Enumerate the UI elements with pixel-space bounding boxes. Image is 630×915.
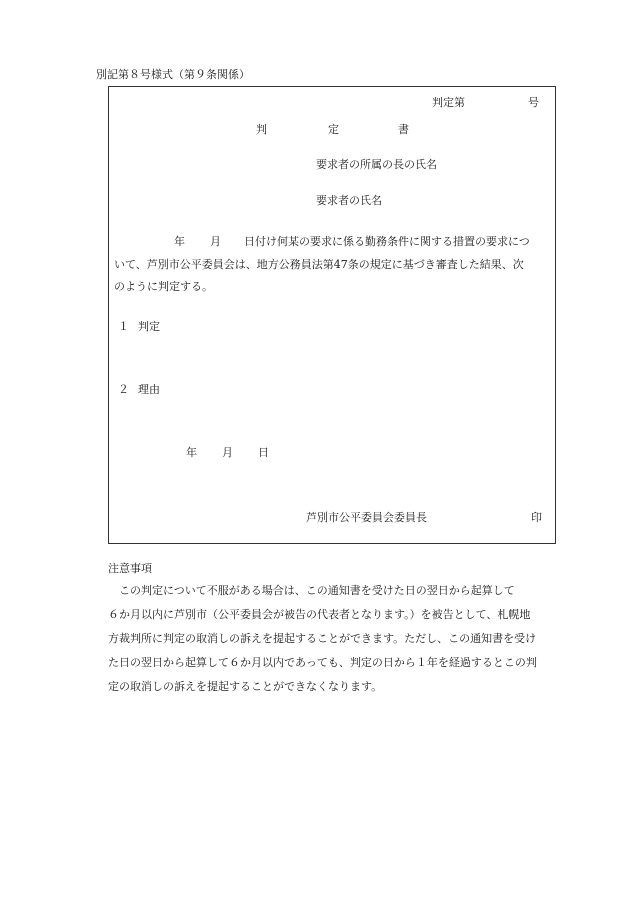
signatory-title: 芦別市公平委員会委員長	[306, 511, 427, 524]
body-line-2: のように判定する。	[114, 280, 213, 293]
judgment-form-box	[108, 86, 556, 544]
judgment-number-prefix: 判定第	[432, 96, 465, 109]
section-1-number: １	[118, 320, 129, 333]
title-char-1: 判	[256, 123, 267, 136]
notes-line-2: ６か月以内に芦別市（公平委員会が被告の代表者となります。）を被告として、札幌地	[108, 608, 531, 621]
section-1-label: 判定	[138, 320, 160, 333]
notes-line-3: 方裁判所に判定の取消しの訴えを提起することができます。ただし、この通知書を受け	[108, 632, 537, 645]
notes-heading: 注意事項	[108, 562, 152, 575]
request-month-unit: 月	[210, 235, 221, 248]
notes-line-1: この判定について不服がある場合は、この通知書を受けた日の翌日から起算して	[119, 584, 515, 597]
judgment-number-suffix: 号	[528, 96, 539, 109]
section-2-number: ２	[118, 383, 129, 396]
seal-mark: 印	[531, 511, 542, 524]
decision-day-unit: 日	[258, 446, 269, 459]
section-2-label: 理由	[138, 383, 160, 396]
notes-line-4: た日の翌日から起算して６か月以内であっても、判定の日から１年を経過するとこの判	[108, 656, 537, 669]
requester-name-label: 要求者の氏名	[316, 194, 382, 207]
decision-month-unit: 月	[222, 446, 233, 459]
request-sentence-start: 日付け何某の要求に係る勤務条件に関する措置の要求につ	[244, 235, 530, 248]
form-label: 別記第８号様式（第９条関係）	[96, 68, 250, 81]
notes-line-5: 定の取消しの訴えを提起することができなくなります。	[108, 680, 383, 693]
request-year-unit: 年	[174, 235, 185, 248]
requester-supervisor-name-label: 要求者の所属の長の氏名	[316, 158, 437, 171]
title-char-2: 定	[328, 123, 339, 136]
body-line-1: いて、芦別市公平委員会は、地方公務員法第47条の規定に基づき審査した結果、次	[114, 258, 524, 271]
decision-year-unit: 年	[186, 446, 197, 459]
title-char-3: 書	[398, 123, 409, 136]
